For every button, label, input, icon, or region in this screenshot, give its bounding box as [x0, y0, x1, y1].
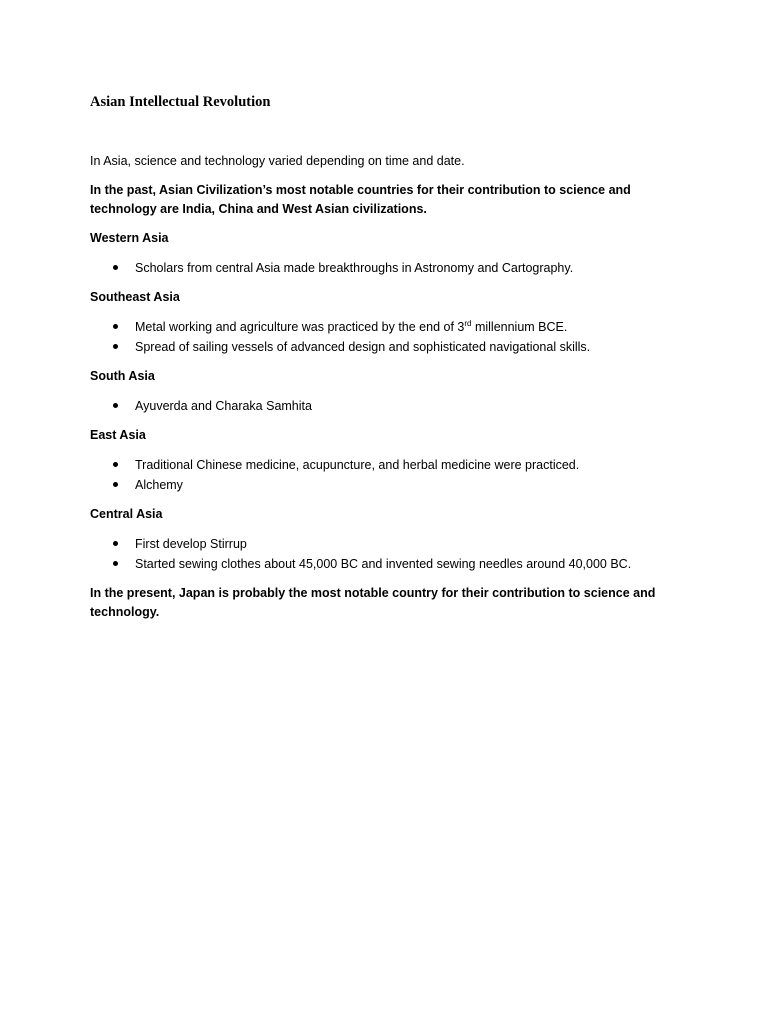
ordinal-superscript: rd — [464, 318, 472, 328]
section-heading-east-asia: East Asia — [90, 428, 146, 442]
list-item-text: Started sewing clothes about 45,000 BC and invented sewing needles around 40,000 BC. — [135, 557, 632, 571]
bullet-dot-icon — [113, 265, 118, 270]
list-item — [90, 534, 690, 554]
list-item — [90, 317, 690, 337]
bullet-dot-icon — [113, 403, 118, 408]
bullet-dot-icon — [113, 561, 118, 566]
bullet-list-western-asia — [90, 258, 690, 278]
section-heading-central-asia: Central Asia — [90, 507, 163, 521]
list-item-text: Traditional Chinese medicine, acupuncture, and herbal medicine were practiced. — [135, 458, 580, 472]
bullet-dot-icon — [113, 462, 118, 467]
list-item-text-part: Metal working and agriculture was practiced by the end of 3 — [135, 320, 465, 334]
list-item — [90, 258, 690, 278]
intro-paragraph: In Asia, science and technology varied depending on time and date. — [90, 154, 465, 168]
section-heading-south-asia: South Asia — [90, 369, 155, 383]
list-item-text — [135, 320, 567, 334]
present-statement: In the present, Japan is probably the most notable country for their contribution to science and technology. — [90, 586, 656, 619]
list-item — [90, 396, 690, 416]
past-statement: In the past, Asian Civilization’s most notable countries for their contribution to science and technology are India, China and West Asian civilizations. — [90, 183, 631, 216]
list-item-text-part: millennium BCE. — [471, 320, 568, 334]
document-title: Asian Intellectual Revolution — [90, 94, 271, 110]
list-item — [90, 554, 690, 574]
bullet-list-east-asia — [90, 455, 690, 495]
bullet-dot-icon — [113, 344, 118, 349]
list-item-text: First develop Stirrup — [135, 537, 247, 551]
bullet-dot-icon — [113, 324, 118, 329]
section-heading-southeast-asia: Southeast Asia — [90, 290, 180, 304]
bullet-list-central-asia — [90, 534, 690, 574]
bullet-list-southeast-asia — [90, 317, 690, 357]
bullet-dot-icon — [113, 482, 118, 487]
list-item — [90, 337, 690, 357]
document-body — [90, 152, 690, 632]
list-item-text: Alchemy — [135, 478, 183, 492]
list-item-text: Spread of sailing vessels of advanced design and sophisticated navigational skills. — [135, 340, 591, 354]
bullet-list-south-asia — [90, 396, 690, 416]
bullet-dot-icon — [113, 541, 118, 546]
list-item-text: Scholars from central Asia made breakthroughs in Astronomy and Cartography. — [135, 261, 574, 275]
list-item — [90, 455, 690, 475]
list-item — [90, 475, 690, 495]
section-heading-western-asia: Western Asia — [90, 231, 169, 245]
list-item-text: Ayuverda and Charaka Samhita — [135, 399, 312, 413]
